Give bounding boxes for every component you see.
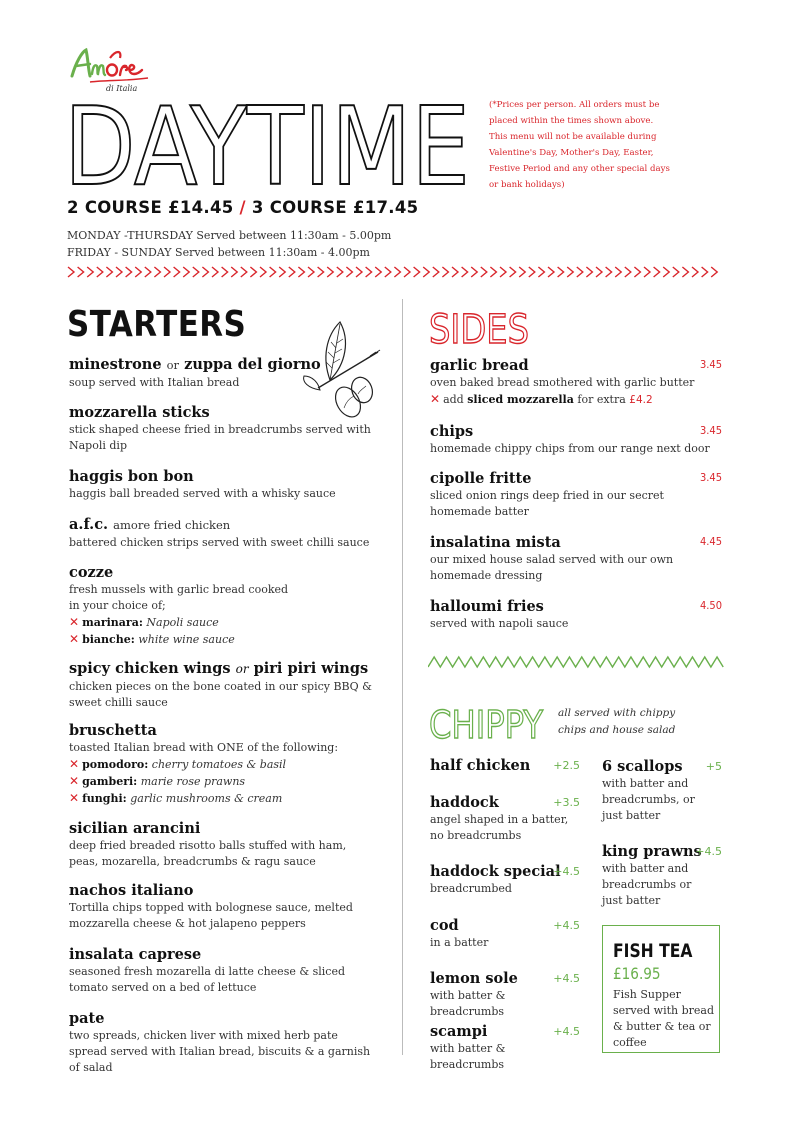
- item-price: +3.5: [553, 796, 580, 809]
- chevron-mark: [250, 267, 256, 277]
- item-description: haggis ball breaded served with a whisky sauce: [69, 487, 336, 500]
- starter-item: [69, 721, 379, 807]
- or-text: or: [235, 662, 249, 676]
- chippy-item: [602, 842, 722, 909]
- chippy-item: [430, 969, 580, 1020]
- three-course-price: 3 COURSE £17.45: [251, 198, 419, 217]
- chevron-mark: [135, 267, 141, 277]
- chevron-mark: [174, 267, 180, 277]
- svg-text:DAYTIME: DAYTIME: [64, 96, 470, 188]
- cross-icon: ✕: [69, 632, 80, 646]
- chevron-mark: [68, 267, 74, 277]
- chevron-mark: [692, 267, 698, 277]
- chevron-mark: [279, 267, 285, 277]
- chevron-mark: [471, 267, 477, 277]
- extra-label: sliced mozzarella: [467, 393, 574, 406]
- option-label: funghi:: [82, 792, 127, 805]
- item-description: seasoned fresh mozarella di latte cheese & sliced tomato served on a bed of lettuce: [69, 965, 346, 994]
- item-price: 4.50: [699, 599, 722, 612]
- item-description: our mixed house salad served with our own homemade dressing: [430, 553, 674, 582]
- price-separator: /: [239, 198, 246, 217]
- svg-text:CHIPPY: CHIPPY: [429, 705, 544, 741]
- chevron-mark: [327, 267, 333, 277]
- item-description: chicken pieces on the bone coated in our spicy BBQ & sweet chilli sauce: [69, 680, 372, 709]
- two-course-price: 2 COURSE £14.45: [67, 198, 234, 217]
- chevron-mark: [145, 267, 151, 277]
- item-price: 4.45: [699, 535, 722, 548]
- item-description: homemade chippy chips from our range next door: [430, 442, 710, 455]
- chevron-mark: [634, 267, 640, 277]
- item-description: sliced onion rings deep fried in our secret homemade batter: [430, 489, 664, 518]
- serving-times: [67, 227, 391, 261]
- item-name: chips: [430, 423, 474, 440]
- item-price: +4.5: [695, 845, 722, 858]
- starter-item: [69, 403, 379, 454]
- option-text: Napoli sauce: [146, 616, 219, 629]
- fish-tea-price: £16.95: [613, 964, 661, 983]
- item-price: +4.5: [553, 972, 580, 985]
- or-text: or: [166, 358, 180, 372]
- chevron-mark: [711, 267, 717, 277]
- chevron-mark: [87, 267, 93, 277]
- zigzag-line: [428, 657, 723, 667]
- item-description: breadcrumbed: [430, 882, 512, 895]
- side-item: [430, 356, 722, 408]
- item-name: mozzarella sticks: [69, 404, 210, 421]
- chevron-mark: [231, 267, 237, 277]
- item-description: toasted Italian bread with ONE of the following:: [69, 741, 339, 754]
- chevron-mark: [375, 267, 381, 277]
- item-name: cozze: [69, 564, 114, 581]
- zigzag-divider: [428, 655, 724, 669]
- course-prices: [67, 198, 418, 217]
- item-price: +2.5: [553, 759, 580, 772]
- extra-option: [430, 391, 722, 408]
- option-text: cherry tomatoes & basil: [151, 758, 287, 771]
- chevron-mark: [586, 267, 592, 277]
- item-price: 3.45: [699, 424, 722, 437]
- chevron-mark: [654, 267, 660, 277]
- cross-icon: ✕: [69, 791, 80, 805]
- cross-icon: ✕: [69, 615, 80, 629]
- item-description: with batter and breadcrumbs, or just batter: [602, 777, 695, 822]
- chevron-mark: [414, 267, 420, 277]
- item-name-alt: zuppa del giorno: [184, 356, 321, 373]
- extra-text: for extra: [577, 393, 626, 406]
- option-text: marie rose prawns: [140, 775, 246, 788]
- chevron-mark: [644, 267, 650, 277]
- item-name: insalatina mista: [430, 534, 561, 551]
- option-line: [69, 790, 379, 807]
- item-description: with batter & breadcrumbs: [430, 989, 506, 1018]
- fish-tea-box: [602, 925, 720, 1053]
- extra-text: add: [443, 393, 464, 406]
- item-name: lemon sole: [430, 970, 518, 987]
- item-price: +4.5: [553, 1025, 580, 1038]
- cross-icon: ✕: [69, 774, 80, 788]
- side-item: [430, 597, 722, 632]
- weekday-times: MONDAY -THURSDAY Served between 11:30am - 5.00pm: [67, 229, 392, 242]
- option-text: white wine sauce: [138, 633, 235, 646]
- starter-item: [69, 819, 379, 870]
- chippy-item: [430, 1022, 580, 1073]
- chippy-item: [430, 793, 580, 844]
- item-name: a.f.c.: [69, 516, 109, 533]
- chippy-item: [430, 756, 580, 775]
- daytime-title: [64, 96, 474, 188]
- starter-item: [69, 945, 379, 996]
- item-name: king prawns: [602, 843, 702, 860]
- option-line: [69, 614, 379, 631]
- chippy-note: all served with chippy chips and house salad: [558, 707, 676, 736]
- starter-item: [69, 563, 379, 648]
- starter-item: [69, 467, 379, 502]
- extra-price: £4.2: [629, 394, 653, 406]
- chevron-mark: [558, 267, 564, 277]
- chevron-mark: [356, 267, 362, 277]
- item-name: haddock special: [430, 863, 561, 880]
- item-name: sicilian arancini: [69, 820, 201, 837]
- item-description: soup served with Italian bread: [69, 376, 240, 389]
- chevron-mark: [308, 267, 314, 277]
- chevron-mark: [529, 267, 535, 277]
- item-description: served with napoli sauce: [430, 617, 569, 630]
- item-name: haddock: [430, 794, 499, 811]
- item-name: minestrone: [69, 356, 162, 373]
- option-text: garlic mushrooms & cream: [130, 792, 283, 805]
- item-description: fresh mussels with garlic bread cooked in your choice of;: [69, 583, 289, 612]
- starters-heading: STARTERS: [67, 304, 247, 345]
- item-name: nachos italiano: [69, 882, 194, 899]
- chevron-mark: [567, 267, 573, 277]
- chevron-mark: [298, 267, 304, 277]
- chevron-mark: [154, 267, 160, 277]
- chevron-mark: [337, 267, 343, 277]
- item-name: 6 scallops: [602, 758, 683, 775]
- chevron-mark: [385, 267, 391, 277]
- item-name: spicy chicken wings: [69, 660, 231, 677]
- item-description: with batter & breadcrumbs: [430, 1042, 506, 1071]
- weekend-times: FRIDAY - SUNDAY Served between 11:30am - 4.00pm: [67, 246, 370, 259]
- item-description: with batter and breadcrumbs or just batter: [602, 862, 692, 907]
- item-price: +5: [705, 760, 722, 773]
- logo-tagline: di Italia: [106, 84, 138, 93]
- chevron-mark: [346, 267, 352, 277]
- chevron-mark: [490, 267, 496, 277]
- item-name: haggis bon bon: [69, 468, 194, 485]
- chevron-mark: [452, 267, 458, 277]
- item-name: halloumi fries: [430, 598, 544, 615]
- chevron-mark: [318, 267, 324, 277]
- chevron-mark: [97, 267, 103, 277]
- item-name: insalata caprese: [69, 946, 202, 963]
- column-divider: [402, 299, 403, 1055]
- chevron-mark: [682, 267, 688, 277]
- option-line: [69, 756, 379, 773]
- item-description: deep fried breaded risotto balls stuffed with ham, peas, mozarella, breadcrumbs & ragu sauce: [69, 839, 347, 868]
- chevron-mark: [673, 267, 679, 277]
- chippy-item: [602, 757, 722, 824]
- chevron-mark: [577, 267, 583, 277]
- chevron-mark: [519, 267, 525, 277]
- chevron-mark: [538, 267, 544, 277]
- chevron-mark: [442, 267, 448, 277]
- chevron-mark: [510, 267, 516, 277]
- starter-item: [69, 881, 379, 932]
- option-line: [69, 773, 379, 790]
- side-item: [430, 533, 722, 584]
- chevron-mark: [481, 267, 487, 277]
- item-name: cipolle fritte: [430, 470, 532, 487]
- chevron-mark: [404, 267, 410, 277]
- chevron-mark: [116, 267, 122, 277]
- item-name-alt: piri piri wings: [253, 660, 369, 677]
- chevron-mark: [366, 267, 372, 277]
- chevron-mark: [423, 267, 429, 277]
- starter-item: [69, 1009, 379, 1076]
- option-label: bianche:: [82, 633, 135, 646]
- option-label: gamberi:: [82, 775, 138, 788]
- chevron-mark: [289, 267, 295, 277]
- item-description: Tortilla chips topped with bolognese sauce, melted mozzarella cheese & hot jalapeno peppers: [69, 901, 353, 930]
- item-name: cod: [430, 917, 459, 934]
- chevron-mark: [260, 267, 266, 277]
- chippy-item: [430, 916, 580, 951]
- item-description: in a batter: [430, 936, 489, 949]
- chevron-mark: [164, 267, 170, 277]
- cross-icon: ✕: [430, 392, 441, 406]
- chevron-mark: [548, 267, 554, 277]
- chevron-mark: [222, 267, 228, 277]
- starter-item: [69, 515, 379, 551]
- option-label: pomodoro:: [82, 758, 149, 771]
- svg-text:SIDES: SIDES: [429, 309, 529, 347]
- side-item: [430, 422, 722, 457]
- cross-icon: ✕: [69, 757, 80, 771]
- item-name: bruschetta: [69, 722, 157, 739]
- chevron-mark: [615, 267, 621, 277]
- item-description: stick shaped cheese fried in breadcrumbs served with Napoli dip: [69, 423, 371, 452]
- item-name: pate: [69, 1010, 105, 1027]
- chevron-mark: [78, 267, 84, 277]
- side-item: [430, 469, 722, 520]
- chevron-mark: [212, 267, 218, 277]
- item-price: +4.5: [553, 919, 580, 932]
- chevron-mark: [193, 267, 199, 277]
- chevron-mark: [663, 267, 669, 277]
- item-price: 3.45: [699, 358, 722, 371]
- item-price: +4.5: [553, 865, 580, 878]
- item-name: garlic bread: [430, 357, 529, 374]
- chevron-mark: [606, 267, 612, 277]
- starter-item: [69, 659, 379, 711]
- option-line: [69, 631, 379, 648]
- item-name: half chicken: [430, 757, 531, 774]
- chippy-item: [430, 862, 580, 897]
- chippy-heading: [429, 705, 545, 741]
- chevron-mark: [106, 267, 112, 277]
- item-description: battered chicken strips served with sweet chilli sauce: [69, 536, 370, 549]
- chevron-mark: [270, 267, 276, 277]
- fish-tea-description: Fish Supper served with bread & butter & tea or coffee: [613, 988, 715, 1049]
- chevron-mark: [462, 267, 468, 277]
- item-description: oven baked bread smothered with garlic butter: [430, 376, 695, 389]
- chevron-mark: [625, 267, 631, 277]
- item-subtitle: amore fried chicken: [113, 518, 231, 532]
- chevron-mark: [202, 267, 208, 277]
- item-price: 3.45: [699, 471, 722, 484]
- chevron-mark: [596, 267, 602, 277]
- fish-tea-title: FISH TEA: [613, 940, 693, 962]
- starter-item: [69, 355, 379, 391]
- chevron-mark: [702, 267, 708, 277]
- amore-logo: [66, 44, 156, 96]
- item-name: scampi: [430, 1023, 488, 1040]
- sides-heading: [429, 309, 531, 347]
- pricing-note: (*Prices per person. All orders must be placed within the times shown above. This menu will not be available during Valentine's Day, Mother's Day, Easter, Festive Period and any other special days or bank holidays): [489, 100, 670, 190]
- option-label: marinara:: [82, 616, 143, 629]
- chevron-mark: [183, 267, 189, 277]
- chevron-mark: [241, 267, 247, 277]
- chevron-mark: [126, 267, 132, 277]
- chevron-border: [66, 265, 722, 279]
- item-description: two spreads, chicken liver with mixed herb pate spread served with Italian bread, biscuits & a garnish of salad: [69, 1029, 371, 1074]
- chevron-mark: [500, 267, 506, 277]
- chevron-mark: [394, 267, 400, 277]
- chevron-mark: [433, 267, 439, 277]
- item-description: angel shaped in a batter, no breadcrumbs: [430, 813, 569, 842]
